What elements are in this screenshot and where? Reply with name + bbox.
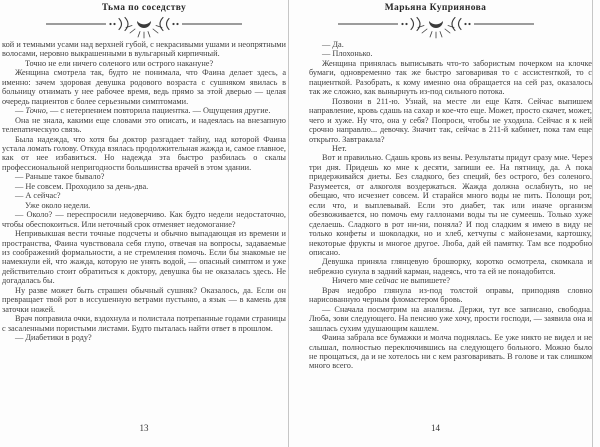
right-page <box>289 0 592 447</box>
paragraph: Нет. <box>332 143 347 153</box>
right-page-header: Марьяна Куприянова <box>384 3 487 13</box>
paragraph: Точно не ели ничего соленого или острого накануне? <box>25 58 214 68</box>
paragraph: — Раньше такое бывало? <box>15 172 105 182</box>
left-ornament <box>0 14 288 40</box>
left-page-number: 13 <box>139 423 149 433</box>
paragraph: — Плохонько. <box>322 49 373 59</box>
right-page-body <box>309 40 592 371</box>
paragraph: Она не знала, какими еще словами это описать, и надеялась на внезапную телепатическую связь. <box>2 115 286 135</box>
page-edge-line <box>592 0 593 447</box>
crescent-moon-divider-icon <box>44 14 244 40</box>
paragraph: — А сейчас? <box>15 191 61 201</box>
paragraph: Уже около недели. <box>25 200 91 210</box>
paragraph: — Сначала посмотрим на анализы. Держи, тут все записано, свободна. Люба, зови следующего. На пенсию уже хочу, прости господи, — заявила она и зашлась сухим удушающим кашлем. <box>309 304 592 333</box>
left-page-body <box>2 40 286 343</box>
crescent-moon-divider-icon <box>336 14 536 40</box>
paragraph: — Около? — переспросили недоверчиво. Как будто недели недостаточно, чтобы обеспокоиться. Или неточный срок отменяет недомогание? <box>2 210 286 229</box>
paragraph: Женщина смотрела так, будто не понимала, что Фаина делает здесь, а именно: зачем здоровая девушка родового возраста с сушняком явилась в больницу отнимать у нее рабочее время, ведь прямо за этой дверью — целая очередь пациентов с более серьезными симптомами. <box>2 68 286 106</box>
paragraph: Ничего мне сейчас не выпишете? <box>332 276 451 286</box>
paragraph: Позвони в 211-ю. Узнай, на месте ли еще Катя. Сейчас выпишем направление, кровь сдашь на сахар и кое-что еще. Может, просто скачет, может, чего и хуже. Ну что, она у себя? Попроси, чтобы не уходила. Сейчас я к ней срочно направлю... девочку. Значит так, сейчас в 211-й кабинет, пока там еще открыто. Завтракала? <box>309 96 592 144</box>
right-ornament <box>289 14 582 40</box>
paragraph: Врач недобро глянула из-под толстой оправы, приподняв словно нарисованную черным фломастером бровь. <box>309 285 592 305</box>
paragraph: Фаина забрала все бумажки и молча поднялась. Ее уже никто не видел и не слышал, полностью переключившись на следующего больного. Можно было не прощаться, да и не хотелось ни с кем разговаривать. В голове и так слишком много всего. <box>309 333 592 371</box>
paragraph: — Точно, — с нетерпением повторила пациентка. — Ощущения другие. <box>15 106 271 116</box>
left-page <box>0 0 288 447</box>
paragraph: Женщина принялась выписывать что-то забористым почерком на клочке бумаги, одновременно так же быстро заговаривая то с ассистенткой, то с пациенткой. Разобрать, к кому именно она обращается на сей раз, оказалось так же сложно, как вынырнуть из-под сильного потока. <box>309 58 592 97</box>
paragraph: Девушка приняла глянцевую брошюрку, коротко осмотрела, скомкала и небрежно сунула в задний карман, надеясь, что та ей не понадобится. <box>309 257 592 276</box>
paragraph: Была надежда, что хотя бы доктор разгадает тайну, над которой Фаина устала ломать голову. Откуда взялась продолжительная жажда и, самое главное, как от нее избавиться. Но надежда эта быстро разбилась о скалы профессиональной непригодности большинства врачей в этом здании. <box>2 134 286 172</box>
paragraph: — Не совсем. Проходило за день-два. <box>15 181 149 191</box>
paragraph: кой и темными усами над верхней губой, с некрасивыми ушами и неопрятными волосами, неровно выкрашенными в вульгарный кирпичный. <box>2 40 286 59</box>
right-page-number: 14 <box>431 423 440 433</box>
page-gutter-divider <box>288 0 289 447</box>
left-page-header: Тьма по соседству <box>101 3 187 13</box>
paragraph: Вот и правильно. Сдашь кровь из вены. Результаты придут сразу мне. Через три дня. Придешь ко мне к десяти, запиши ее. На пятницу, да. А пока придерживайся диеты. Без сладкого, без специй, без острого, без соленого. Разумеется, от алкоголя воздержаться. Жажда должна ослабнуть, но не обещаю, что исчезнет совсем. И старайся много воды не пить. Полощи рот, если что, и выплевывай. Если это диабет, так или иначе организм обезвоживается, но помочь ему галлонами воды ты не сумеешь. Только хуже сделаешь. Сладкого в рот ни-ни, поняла? И под сладким я имею в виду не только конфеты и шоколадки, но и хлеб, кетчупы с майонезами, картошку, некоторые фрукты и многое другое. Люба, дай ей памятку. Там все подробно описано. <box>309 153 592 257</box>
paragraph: Врач поправила очки, вздохнула и полистала потрепанные годами страницы с засаленными пористыми листами. Будто пыталась найти ответ в прошлом. <box>2 314 286 333</box>
paragraph: Непривыкшая вести точные подсчеты и обычно выпадающая из времени и пространства, Фаина чувствовала себя глупо, отвечая на вопросы, задаваемые из соображений формальности, а не стремления помочь. Если бы знакомые не намекнули ей, что жажда, которую не унять водой, — опасный симптом и уже действительно стоит обратиться к доктору, девушка бы не оказалась здесь. Не догадалась бы. <box>2 229 286 286</box>
paragraph: — Да. <box>322 40 344 49</box>
paragraph: — Диабетики в роду? <box>15 333 92 343</box>
paragraph: Ну разве может быть страшен обычный сушняк? Оказалось, да. Если он превращает твой рот в иссушенную ветрами пустыню, а язык — в камень для заточки ножей. <box>2 285 286 314</box>
